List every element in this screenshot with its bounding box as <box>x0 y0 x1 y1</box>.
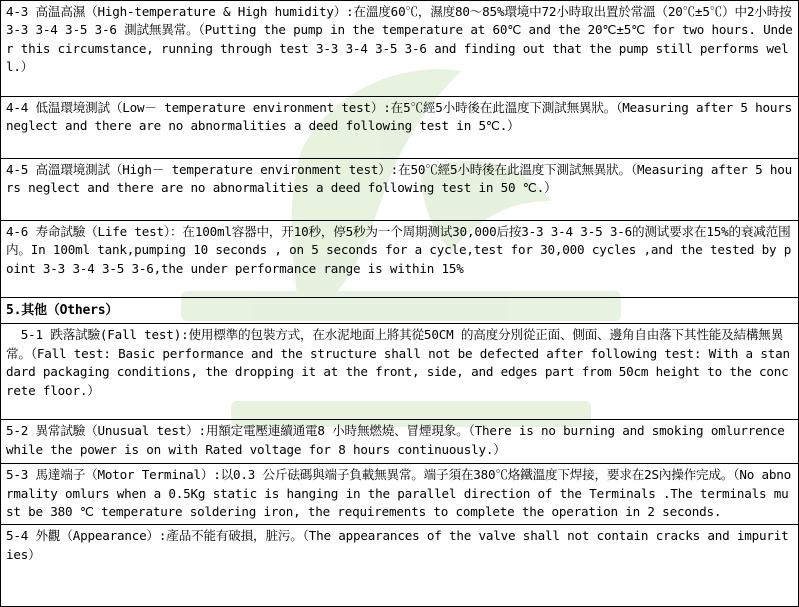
table-row <box>1 464 798 525</box>
spec-table <box>1 1 798 565</box>
table-row <box>1 221 798 298</box>
table-row <box>1 324 798 420</box>
appearance-cell: 5-4 外觀（Appearance）:產品不能有破損，脏污。（The appearances of the valve shall not contain cracks and impurities） <box>6 528 789 562</box>
fall-test-cell: 5-1 跌落試驗(Fall test):使用標準的包裝方式，在水泥地面上將其從50CM 的高度分別從正面、側面、邊角自由落下其性能及結構無異常。（Fall test: Basic performance and the structure shall not be defected after following test: With a standard packaging conditions, the dropping it at the front, side, and edges part from 50cm height to the concrete floor.） <box>1 324 798 420</box>
life-test-cell: 4-6 寿命試驗（Life test）：在100ml容器中，开10秒，停5秒为一个周期测试30,000后按3-3 3-4 3-5 3-6的测试要求在15%的衰减范围内。In 100ml tank,pumping 10 seconds , on 5 seconds for a cycle,test for 30,000 cycles ,and the tested by point 3-3 3-4 3-5 3-6,the under performance range is within 15% <box>1 221 798 298</box>
table-row <box>1 97 798 159</box>
table-row <box>1 159 798 221</box>
unusual-test-cell: 5-2 異常試驗（Unusual test）:用額定電壓連續通電8 小時無燃燒、冒煙現象。（There is no burning and smoking omlurrence while the power is on with Rated voltage for 8 hours continuously.） <box>1 420 798 464</box>
high-temp-humidity-test-cell: 4-3 高温高濕（High-temperature & High humidity）:在溫度60℃，濕度80～85%環境中72小時取出置於常溫（20℃±5℃）中2小時按3-3 3-4 3-5 3-6 測試無異常。（Putting the pump in the temperature at 60℃ and the 20℃±5℃ for two hours. Under this circumstance, running through test 3-3 3-4 3-5 3-6 and finding out that the pump still performs well.） <box>1 1 798 97</box>
section-heading-others: 5.其他（Others） <box>1 298 798 324</box>
table-row <box>1 525 798 565</box>
table-row <box>1 1 798 97</box>
table-row <box>1 420 798 464</box>
motor-terminal-cell: 5-3 馬達端子（Motor Terminal）:以0.3 公斤砝碼與端子負載無異常。端子須在380℃烙鐵溫度下焊接，要求在2S內操作完成。（No abnormality omlurs when a 0.5Kg static is hanging in the parallel direction of the Terminals .The terminals must be 380 ℃ temperature soldering iron, the requirements to complete the operation in 2 seconds. <box>1 464 798 525</box>
high-temp-test-cell: 4-5 高溫環境測試（High－ temperature environment test）:在50℃經5小時後在此溫度下測試無異狀。（Measuring after 5 hours neglect and there are no abnormalities a deed following test in 50 ℃.） <box>1 159 798 221</box>
table-row <box>1 298 798 324</box>
low-temp-test-cell: 4-4 低温環境測試（Low－ temperature environment test）:在5℃經5小時後在此溫度下測試無異狀。（Measuring after 5 hours neglect and there are no abnormalities a deed following test in 5℃.） <box>1 97 798 159</box>
